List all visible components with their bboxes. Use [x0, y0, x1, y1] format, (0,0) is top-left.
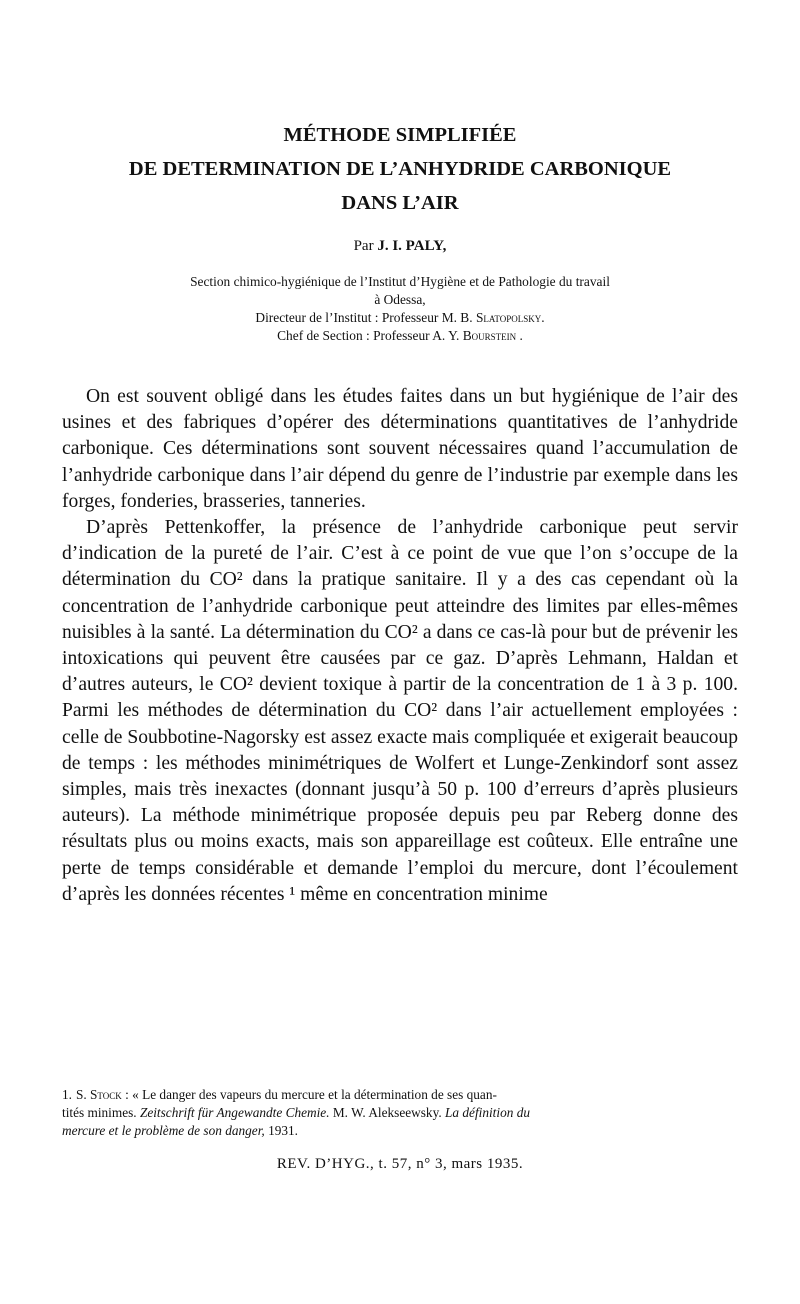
author-name: J. I. PALY,: [377, 238, 447, 254]
body-text: [62, 384, 738, 908]
affiliation-line-2: à Odessa,: [374, 292, 426, 307]
footnote-cited-title-2: mercure et le problème de son danger,: [62, 1123, 265, 1138]
affiliation-line-4: [80, 327, 720, 345]
author-line: [60, 238, 740, 255]
author-prefix: Par: [353, 238, 374, 254]
footnote-line-3: [62, 1122, 738, 1140]
journal-folio: REV. D’HYG., t. 57, n° 3, mars 1935.: [276, 1156, 524, 1172]
footnote-number: 1.: [62, 1087, 72, 1102]
director-name: Slatopolsky.: [475, 310, 545, 325]
footnote-year: 1931.: [268, 1123, 298, 1138]
director-prefix: Directeur de l’Institut : Professeur M. B.: [255, 310, 473, 325]
section-chief-name: Bourstein .: [462, 328, 523, 343]
footnote-author: S. Stock: [75, 1087, 122, 1102]
article-title: [60, 118, 740, 220]
footnote-text-1: : « Le danger des vapeurs du mercure et la détermination de ses quan-: [125, 1087, 497, 1102]
footnote-cited-author: M. W. Alekseewsky.: [332, 1105, 442, 1120]
title-line-1: MÉTHODE SIMPLIFIÉE: [283, 124, 517, 146]
footnote-journal: Zeitschrift für Angewandte Chemie.: [139, 1105, 330, 1120]
affiliation-line-1: Section chimico-hygiénique de l’Institut d’Hygiène et de Pathologie du travail: [190, 274, 610, 289]
affiliation-block: [80, 273, 720, 345]
footnote-line-1: [62, 1086, 738, 1104]
footnote: [62, 1086, 738, 1140]
title-line-3: DANS L’AIR: [341, 192, 459, 214]
affiliation-line-3: [80, 309, 720, 327]
section-chief-prefix: Chef de Section : Professeur A. Y.: [277, 328, 460, 343]
paragraph-1: On est souvent obligé dans les études faites dans un but hygiénique de l’air des usines et des fabriques d’opérer des déterminations quantitatives de l’anhydride carbonique. Ces déterminations sont souvent nécessaires quand l’accumulation de l’anhydride carbonique dans l’air dépend du genre de l’industrie par exemple dans les forges, fonderies, brasseries, tanneries.: [62, 386, 738, 512]
paragraph-2: D’après Pettenkoffer, la présence de l’anhydride carbonique peut servir d’indication de la pureté de l’air. C’est à ce point de vue que l’on s’occupe de la détermination du CO² dans la pratique sanitaire. Il y a des cas cependant où la concentration de l’anhydride carbonique peut atteindre des limites par elles-mêmes nuisibles à la santé. La détermination du CO² a dans ce cas-là pour but de prévenir les intoxications qui peuvent être causées par ce gaz. D’après Lehmann, Haldan et d’autres auteurs, le CO² devient toxique à partir de la concentration de 1 à 3 p. 100. Parmi les méthodes de détermination du CO² dans l’air actuellement employées : celle de Soubbotine-Nagorsky est assez exacte mais compliquée et exigerait beaucoup de temps : les méthodes minimétriques de Wolfert et Lunge-Zenkindorf sont assez simples, mais très inexactes (donnant jusqu’à 50 p. 100 d’erreurs d’après plusieurs auteurs). La méthode minimétrique proposée depuis peu par Reberg donne des résultats plus ou moins exacts, mais son appareillage est coûteux. Elle entraîne une perte de temps considérable et demande l’emploi du mercure, dont l’écoulement d’après les données récentes ¹ même en concentration minime: [62, 517, 738, 905]
footnote-line-2: [62, 1104, 738, 1122]
title-line-2: DE DETERMINATION DE L’ANHYDRIDE CARBONIQUE: [128, 158, 672, 180]
footnote-cited-title-1: La définition du: [445, 1105, 530, 1120]
footnote-text-2: tités minimes.: [62, 1105, 137, 1120]
